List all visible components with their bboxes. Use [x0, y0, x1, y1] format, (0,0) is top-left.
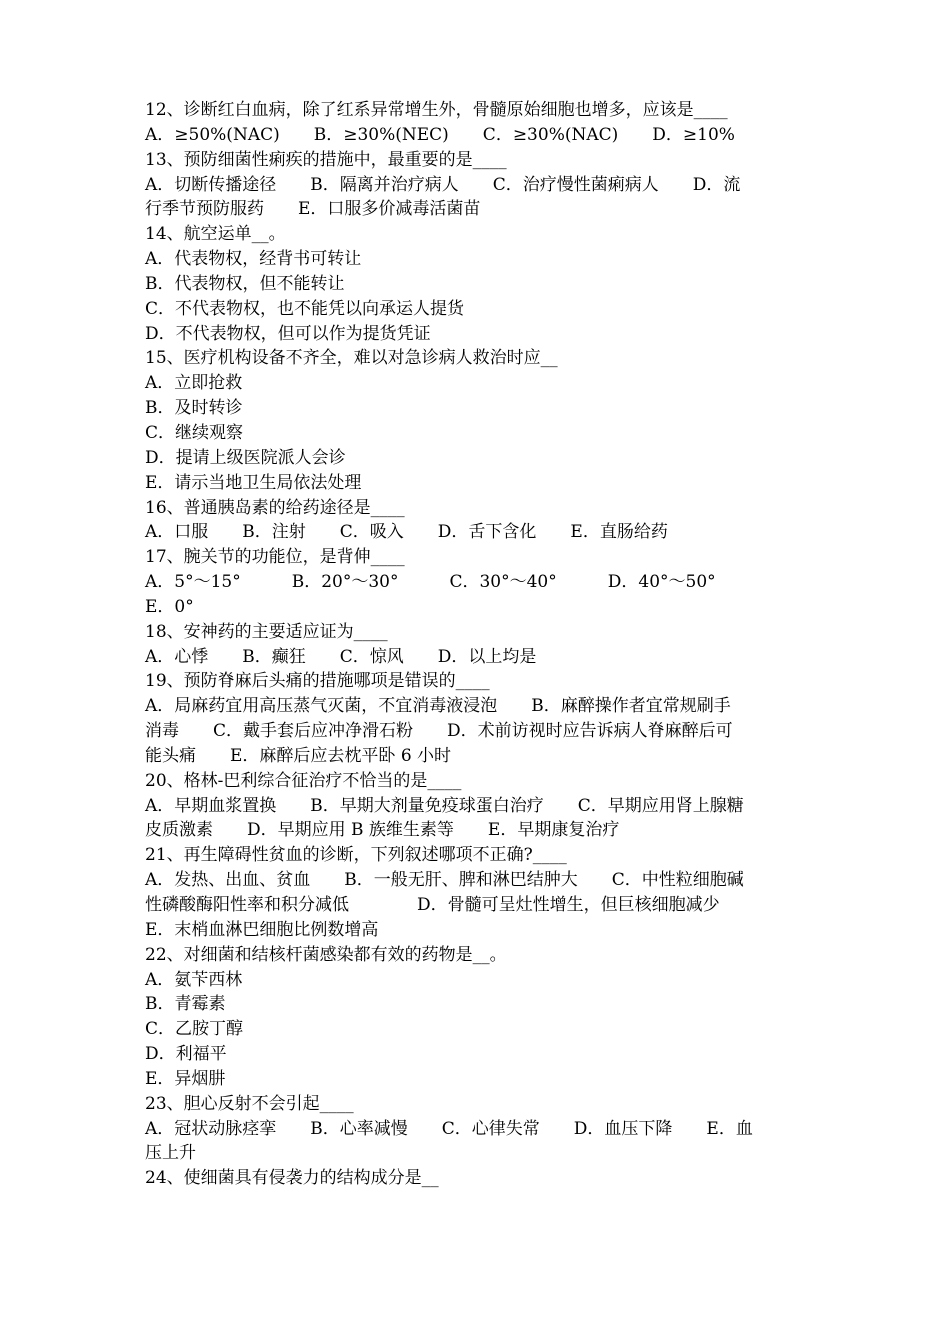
- text-line: 性磷酸酶阳性率和积分减低 D．骨髓可呈灶性增生，但巨核细胞减少: [145, 895, 720, 915]
- text-line: 行季节预防服药 E．口服多价减毒活菌苗: [145, 199, 481, 220]
- text-line: 15、医疗机构设备不齐全，难以对急诊病人救治时应__: [145, 348, 558, 369]
- text-line: B．代表物权，但不能转让: [145, 273, 345, 294]
- text-line: C．继续观察: [145, 422, 244, 443]
- text-line: 压上升: [145, 1143, 196, 1164]
- text-line: 皮质激素 D．早期应用 B 族维生素等 E．早期康复治疗: [145, 820, 620, 841]
- text-line: A．心悸 B．癫狂 C．惊风 D．以上均是: [145, 646, 537, 667]
- text-line: 18、安神药的主要适应证为____: [145, 621, 388, 642]
- text-line: 13、预防细菌性痢疾的措施中，最重要的是____: [145, 149, 507, 170]
- text-line: C．不代表物权，也不能凭以向承运人提货: [145, 298, 465, 319]
- text-line: A．冠状动脉痉挛 B．心率减慢 C．心律失常 D．血压下降 E．血: [145, 1118, 753, 1139]
- text-line: A．切断传播途径 B．隔离并治疗病人 C．治疗慢性菌痢病人 D．流: [145, 174, 741, 195]
- text-line: E．异烟肼: [145, 1068, 226, 1089]
- text-line: A．氨苄西林: [145, 969, 243, 990]
- text-line: 20、格林-巴利综合征治疗不恰当的是____: [145, 770, 462, 791]
- document-body: [145, 98, 810, 1191]
- text-line: A．≥50%(NAC) B．≥30%(NEC) C．≥30%(NAC) D．≥10%: [145, 124, 735, 145]
- text-line: 16、普通胰岛素的给药途径是____: [145, 497, 405, 518]
- text-line: A．局麻药宜用高压蒸气灭菌，不宜消毒液浸泡 B．麻醉操作者宜常规刷手: [145, 696, 731, 717]
- text-line: A．立即抢救: [145, 373, 243, 394]
- text-line: 能头痛 E．麻醉后应去枕平卧 6 小时: [145, 745, 452, 766]
- text-line: D．不代表物权，但可以作为提货凭证: [145, 323, 431, 344]
- text-line: E．请示当地卫生局依法处理: [145, 472, 362, 493]
- text-line: 14、航空运单__。: [145, 224, 286, 245]
- text-line: 23、胆心反射不会引起____: [145, 1093, 354, 1114]
- text-line: A．发热、出血、贫血 B．一般无肝、脾和淋巴结肿大 C．中性粒细胞碱: [145, 870, 744, 891]
- text-line: A．5°～15° B．20°～30° C．30°～40° D．40°～50°: [145, 572, 716, 593]
- text-line: A．代表物权，经背书可转让: [145, 249, 362, 270]
- text-line: A．早期血浆置换 B．早期大剂量免疫球蛋白治疗 C．早期应用肾上腺糖: [145, 795, 744, 816]
- text-line: 12、诊断红白血病，除了红系异常增生外，骨髓原始细胞也增多，应该是____: [145, 100, 728, 120]
- text-line: C．乙胺丁醇: [145, 1019, 244, 1040]
- text-line: 19、预防脊麻后头痛的措施哪项是错误的____: [145, 671, 490, 692]
- text-line: E．0°: [145, 596, 194, 617]
- text-line: D．利福平: [145, 1044, 227, 1065]
- text-line: A．口服 B．注射 C．吸入 D．舌下含化 E．直肠给药: [145, 522, 668, 543]
- text-line: B．及时转诊: [145, 398, 243, 419]
- text-line: 消毒 C．戴手套后应冲净滑石粉 D．术前访视时应告诉病人脊麻醉后可: [145, 721, 733, 742]
- text-line: 17、腕关节的功能位，是背伸____: [145, 547, 405, 568]
- text-line: D．提请上级医院派人会诊: [145, 447, 346, 468]
- text-line: B．青霉素: [145, 994, 226, 1015]
- text-line: E．末梢血淋巴细胞比例数增高: [145, 919, 379, 940]
- text-line: 22、对细菌和结核杆菌感染都有效的药物是__。: [145, 944, 507, 965]
- text-line: 21、再生障碍性贫血的诊断，下列叙述哪项不正确?____: [145, 845, 567, 866]
- text-line: 24、使细菌具有侵袭力的结构成分是__: [145, 1168, 439, 1189]
